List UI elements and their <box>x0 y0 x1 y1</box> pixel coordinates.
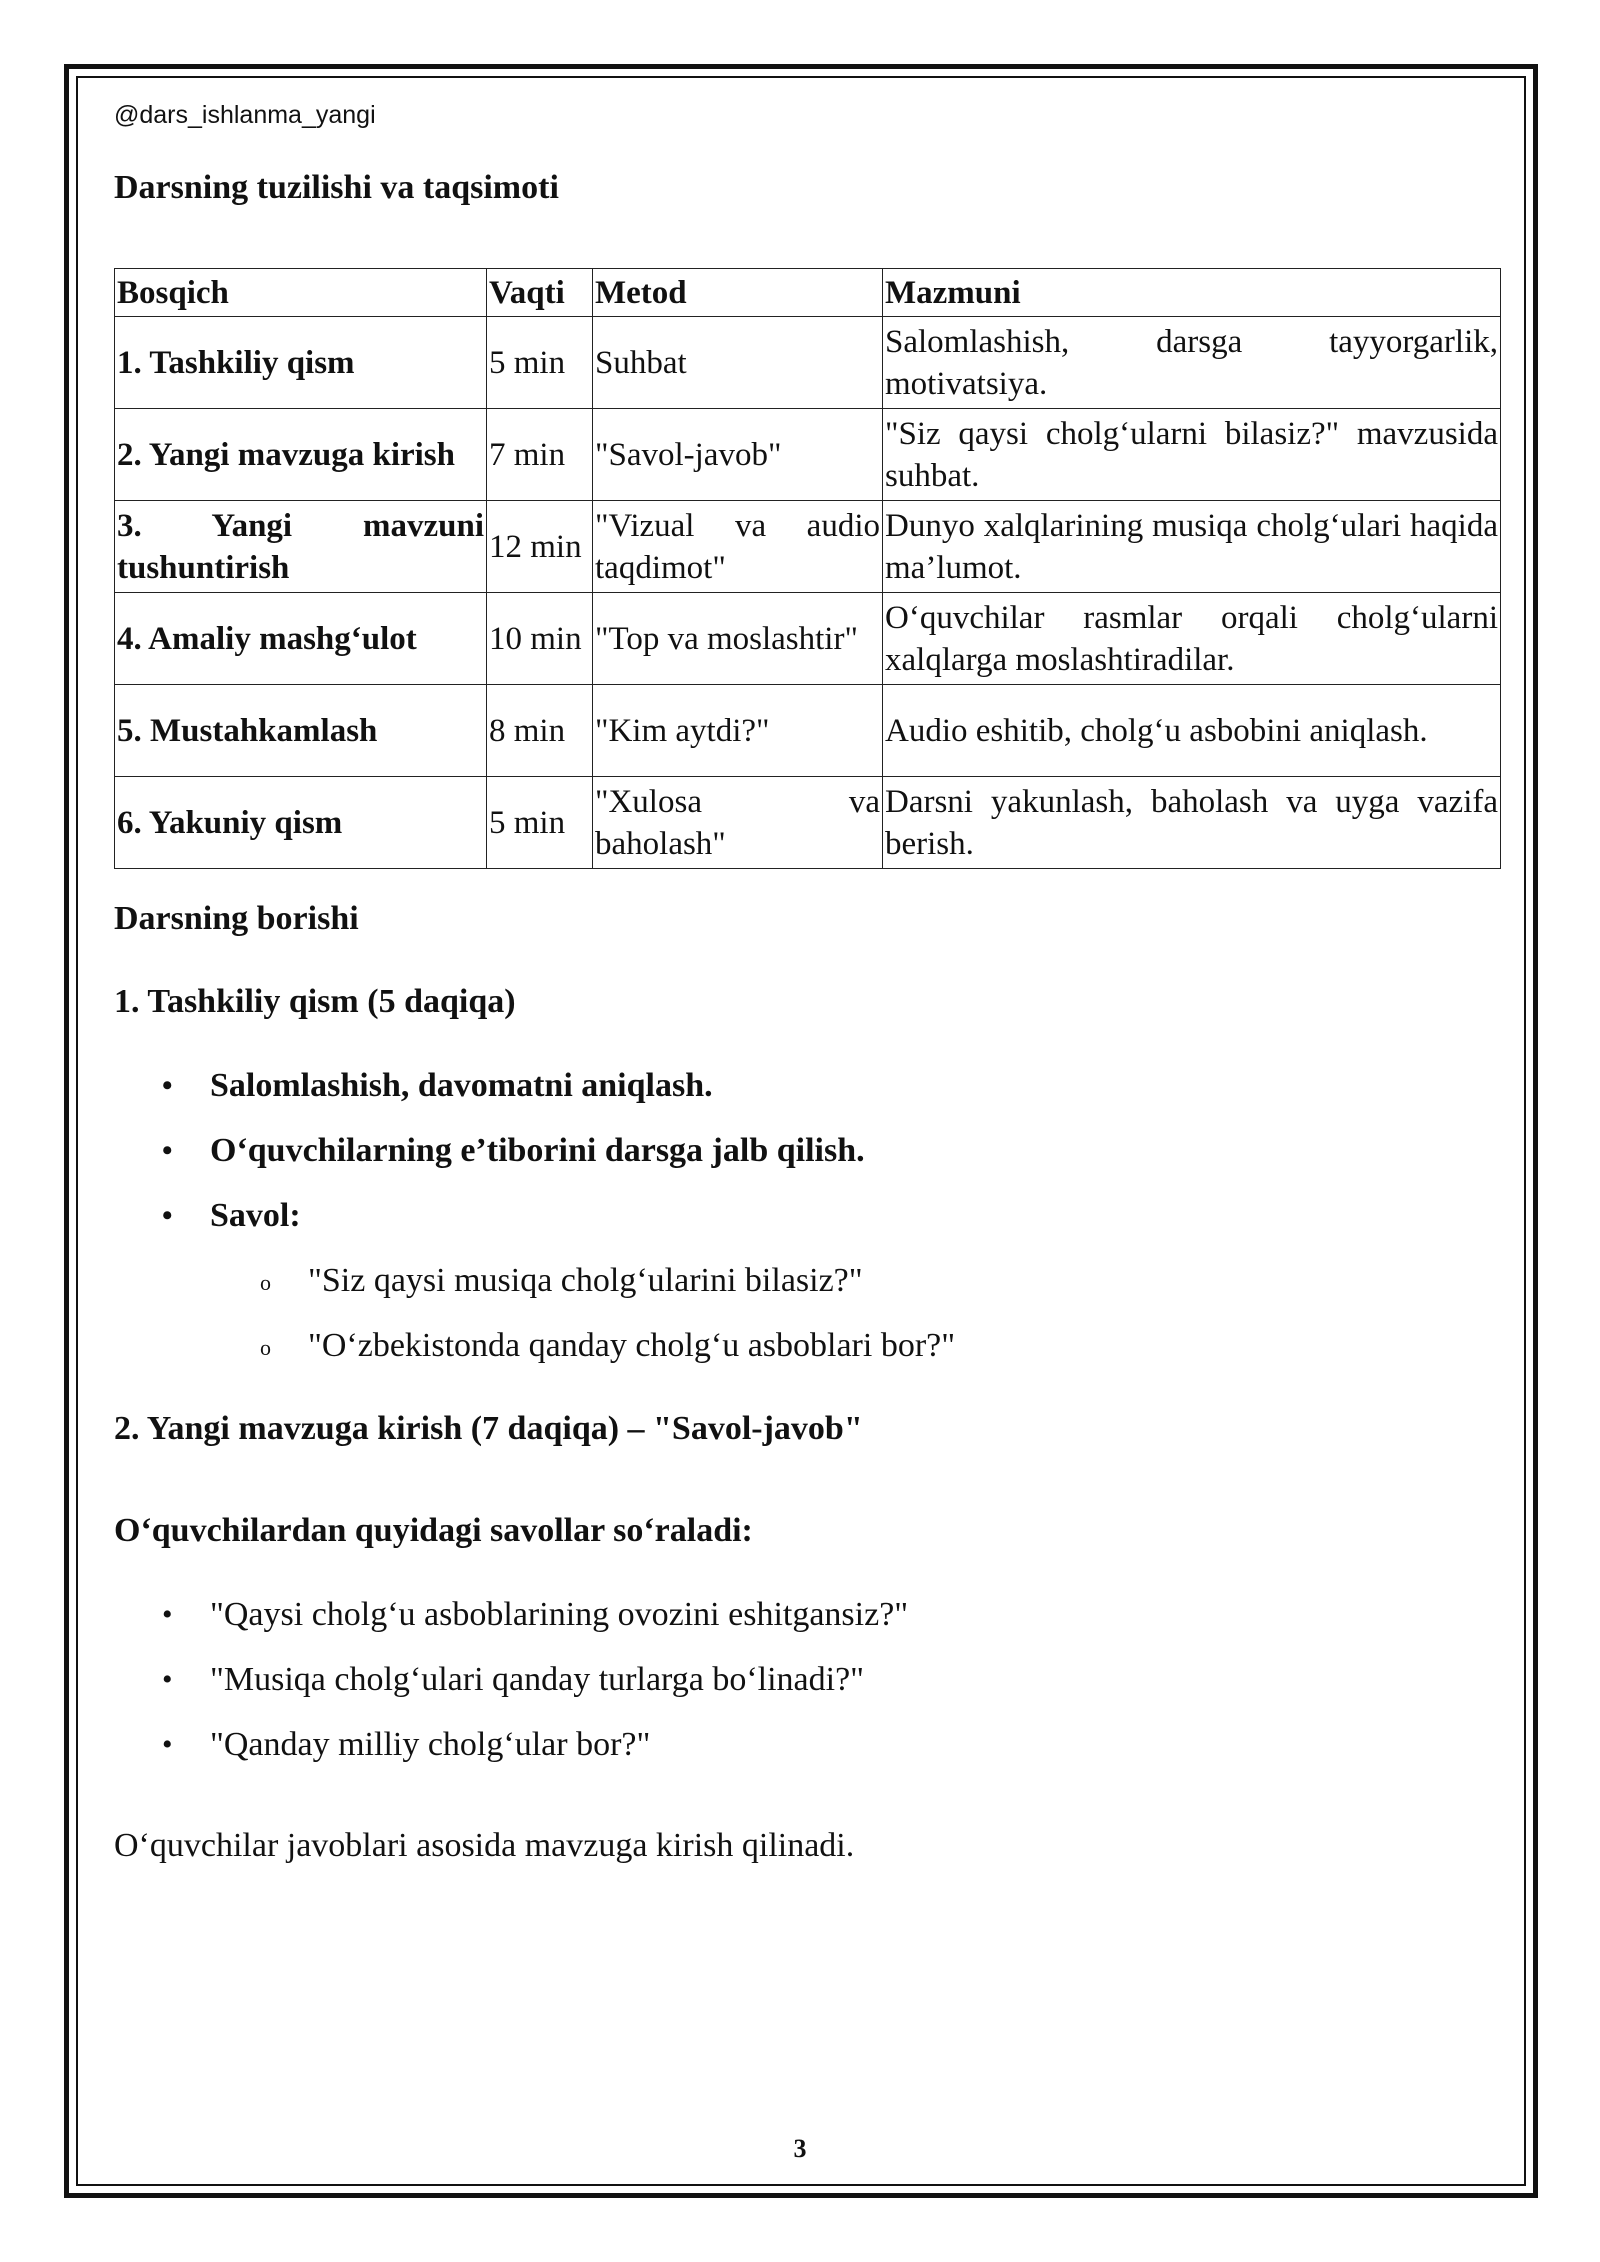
content-cell: O‘quvchilar rasmlar orqali cholg‘ularni xalqlarga moslashtiradilar. <box>883 593 1501 685</box>
time-cell: 12 min <box>487 501 593 593</box>
page-number: 3 <box>793 2134 807 2163</box>
bullet-icon: • <box>162 1728 173 1761</box>
channel-handle: @dars_ishlanma_yangi <box>114 101 376 129</box>
circle-bullet-icon: o <box>260 1270 271 1295</box>
list-item: • Savol: <box>114 1183 1500 1248</box>
table-header-row <box>115 269 1501 317</box>
structure-title: Darsning tuzilishi va taqsimoti <box>114 169 559 206</box>
list-item: o "Siz qaysi musiqa cholg‘ularini bilasiz?" <box>114 1248 1500 1313</box>
list-item: • "Qaysi cholg‘u asboblarining ovozini eshitgansiz?" <box>114 1582 1500 1647</box>
time-cell: 10 min <box>487 593 593 685</box>
page-content <box>114 92 1500 1878</box>
bullet-icon: • <box>162 1663 173 1696</box>
stage-cell: 4. Amaliy mashg‘ulot <box>115 593 487 685</box>
part1-sub-list <box>114 1248 1500 1378</box>
list-item: o "O‘zbekistonda qanday cholg‘u asboblari bor?" <box>114 1313 1500 1378</box>
time-cell: 7 min <box>487 409 593 501</box>
list-item: • Salomlashish, davomatni aniqlash. <box>114 1053 1500 1118</box>
time-cell: 5 min <box>487 317 593 409</box>
bullet-icon: • <box>162 1199 173 1232</box>
stage-cell: 6. Yakuniy qism <box>115 777 487 869</box>
circle-bullet-icon: o <box>260 1335 271 1360</box>
part2-bullet-list <box>114 1582 1500 1777</box>
time-cell: 8 min <box>487 685 593 777</box>
content-cell: "Siz qaysi cholg‘ularni bilasiz?" mavzusida suhbat. <box>883 409 1501 501</box>
method-cell: "Vizual va audio taqdimot" <box>593 501 883 593</box>
stage-cell: 2. Yangi mavzuga kirish <box>115 409 487 501</box>
table-row <box>115 777 1501 869</box>
list-item: • "Qanday milliy cholg‘ular bor?" <box>114 1712 1500 1777</box>
part1-bullet-list <box>114 1053 1500 1248</box>
table-row <box>115 593 1501 685</box>
bullet-icon: • <box>162 1134 173 1167</box>
method-cell: "Savol-javob" <box>593 409 883 501</box>
method-cell: "Kim aytdi?" <box>593 685 883 777</box>
stage-cell: 3. Yangi mavzuni tushuntirish <box>115 501 487 593</box>
part1-title: 1. Tashkiliy qism (5 daqiqa) <box>114 983 516 1020</box>
table-row <box>115 317 1501 409</box>
content-cell: Dunyo xalqlarining musiqa cholg‘ulari haqida ma’lumot. <box>883 501 1501 593</box>
header-stage: Bosqich <box>115 269 487 317</box>
part2-conclusion: O‘quvchilar javoblari asosida mavzuga kirish qilinadi. <box>114 1827 855 1864</box>
header-time: Vaqti <box>487 269 593 317</box>
content-cell: Darsni yakunlash, baholash va uyga vazifa berish. <box>883 777 1501 869</box>
time-cell: 5 min <box>487 777 593 869</box>
part2-title: 2. Yangi mavzuga kirish (7 daqiqa) – "Savol-javob" <box>114 1410 863 1447</box>
stage-cell: 5. Mustahkamlash <box>115 685 487 777</box>
part2-subtitle: O‘quvchilardan quyidagi savollar so‘raladi: <box>114 1512 753 1549</box>
progress-title: Darsning borishi <box>114 900 359 937</box>
content-cell: Salomlashish, darsga tayyorgarlik, motivatsiya. <box>883 317 1501 409</box>
header-method: Metod <box>593 269 883 317</box>
method-cell: "Xulosa va baholash" <box>593 777 883 869</box>
method-cell: "Top va moslashtir" <box>593 593 883 685</box>
header-content: Mazmuni <box>883 269 1501 317</box>
bullet-icon: • <box>162 1069 173 1102</box>
lesson-structure-table <box>114 268 1501 869</box>
content-cell: Audio eshitib, cholg‘u asbobini aniqlash. <box>883 685 1501 777</box>
list-item: • O‘quvchilarning e’tiborini darsga jalb qilish. <box>114 1118 1500 1183</box>
list-item: • "Musiqa cholg‘ulari qanday turlarga bo‘linadi?" <box>114 1647 1500 1712</box>
table-row <box>115 685 1501 777</box>
method-cell: Suhbat <box>593 317 883 409</box>
bullet-icon: • <box>162 1598 173 1631</box>
stage-cell: 1. Tashkiliy qism <box>115 317 487 409</box>
table-row <box>115 501 1501 593</box>
table-row <box>115 409 1501 501</box>
